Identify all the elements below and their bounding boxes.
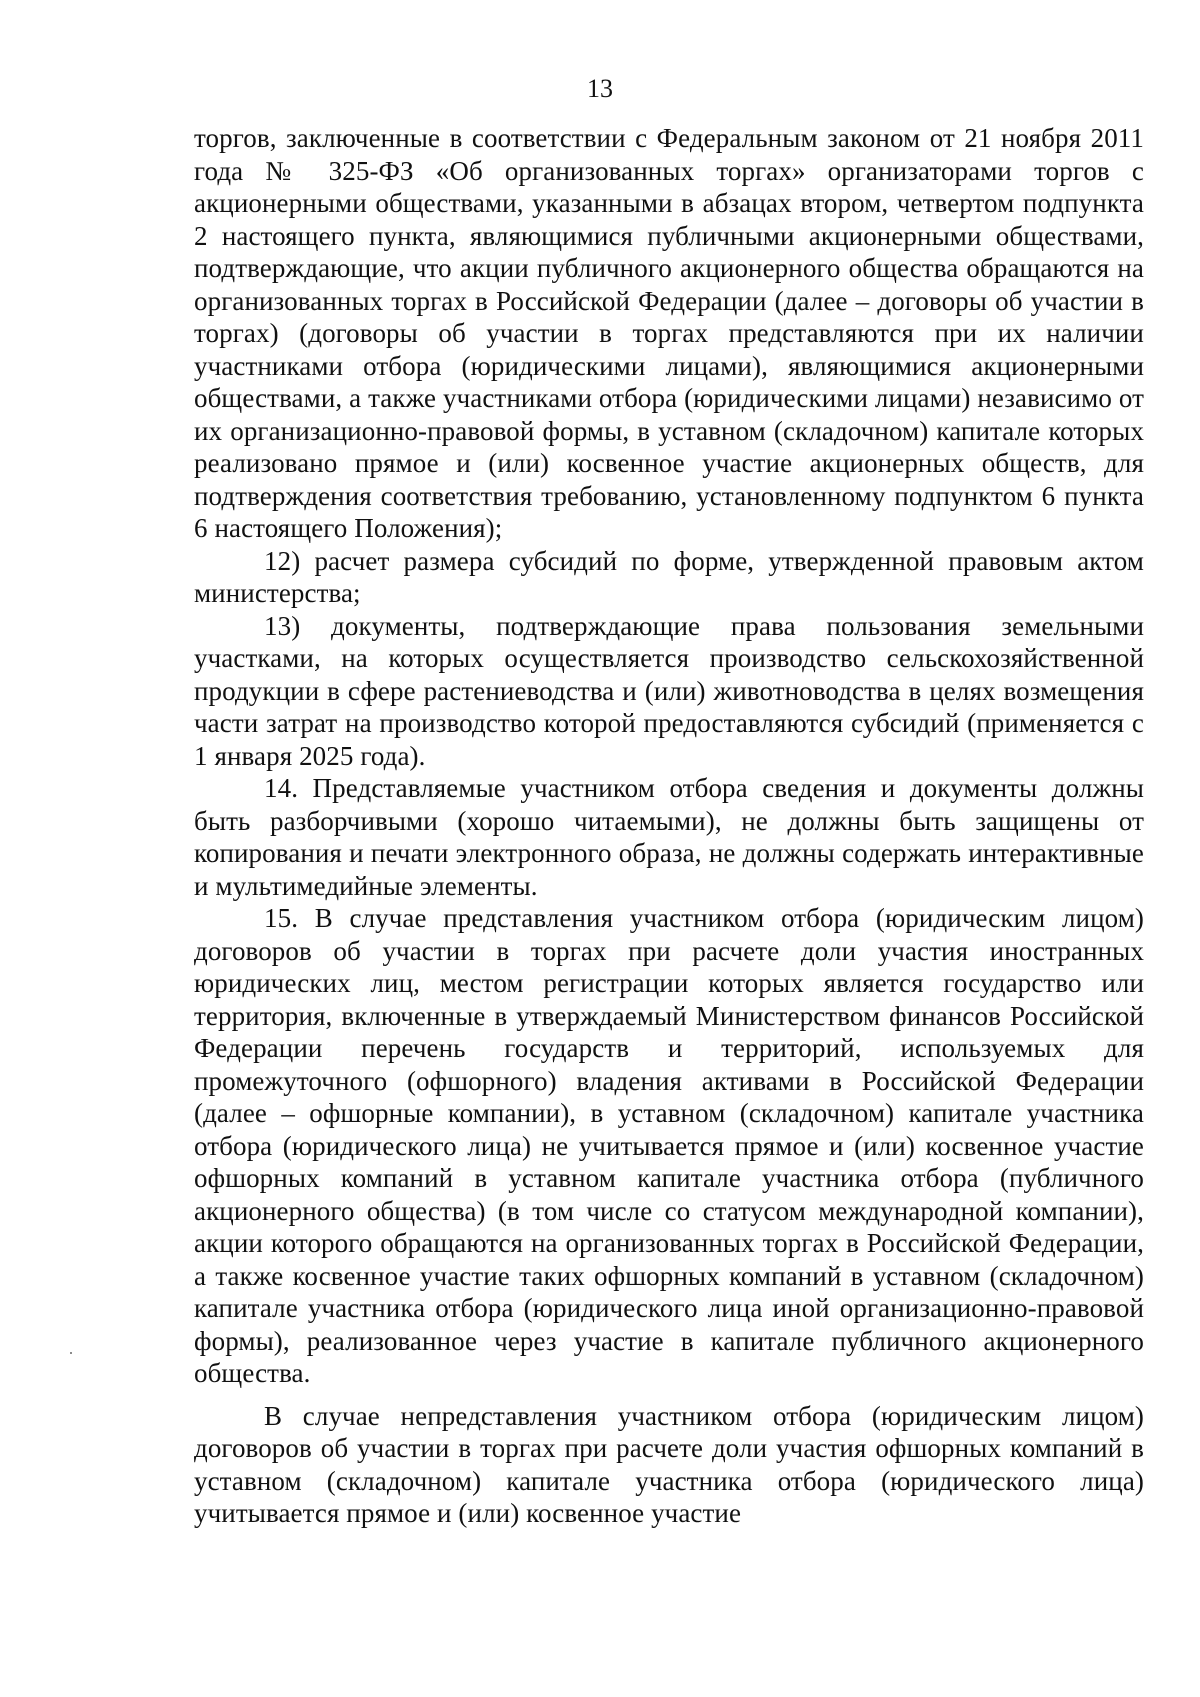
document-body [194,122,1144,1530]
page-number: 13 [587,74,613,103]
scan-speck [70,1352,72,1354]
paragraph-item-12: 12) расчет размера субсидий по форме, утвержденной правовым актом министерства; [194,545,1144,608]
paragraph-point-15: 15. В случае представления участником отбора (юридическим лицом) договоров об участии в торгах при расчете доли участия иностранных юридических лиц, местом регистрации которых является государство или территория, включенные в утверждаемый Министерством финансов Российской Федерации перечень государств и территорий, используемых для промежуточного (офшорного) владения активами в Российской Федерации (далее – офшорные компании), в уставном (складочном) капитале участника отбора (юридического лица) не учитывается прямое и (или) косвенное участие офшорных компаний в уставном капитале участника отбора (публичного акционерного общества) (в том числе со статусом международной компании), акции которого обращаются на организованных торгах в Российской Федерации, а также косвенное участие таких офшорных компаний в уставном (складочном) капитале участника отбора (юридического лица иной организационно-правовой формы), реализованное через участие в капитале публичного акционерного общества. [194,903,1144,1388]
paragraph-non-submission: В случае непредставления участником отбора (юридическим лицом) договоров об участии в торгах при расчете доли участия офшорных компаний в уставном (складочном) капитале участника отбора (юридического лица) учитывается прямое и (или) косвенное участие [194,1400,1144,1528]
paragraph-continuation: торгов, заключенные в соответствии с Федеральным законом от 21 ноября 2011 года № 325-ФЗ «Об организованных торгах» организаторами торгов с акционерными обществами, указанными в абзацах втором, четвертом подпункта 2 настоящего пункта, являющимися публичными акционерными обществами, подтверждающие, что акции публичного акционерного общества обращаются на организованных торгах в Российской Федерации (далее – договоры об участии в торгах) (договоры об участии в торгах представляются при их наличии участниками отбора (юридическими лицами), являющимися акционерными обществами, а также участниками отбора (юридическими лицами) независимо от их организационно-правовой формы, в уставном (складочном) капитале которых реализовано прямое и (или) косвенное участие акционерных обществ, для подтверждения соответствия требованию, установленному подпунктом 6 пункта 6 настоящего Положения); [194,123,1144,543]
paragraph-item-13: 13) документы, подтверждающие права пользования земельными участками, на которых осуществляется производство сельскохозяйственной продукции в сфере растениеводства и (или) животноводства в целях возмещения части затрат на производство которой предоставляются субсидий (применяется с 1 января 2025 года). [194,610,1144,771]
paragraph-point-14: 14. Представляемые участником отбора сведения и документы должны быть разборчивыми (хорошо читаемыми), не должны быть защищены от копирования и печати электронного образа, не должны содержать интерактивные и мультимедийные элементы. [194,773,1144,901]
